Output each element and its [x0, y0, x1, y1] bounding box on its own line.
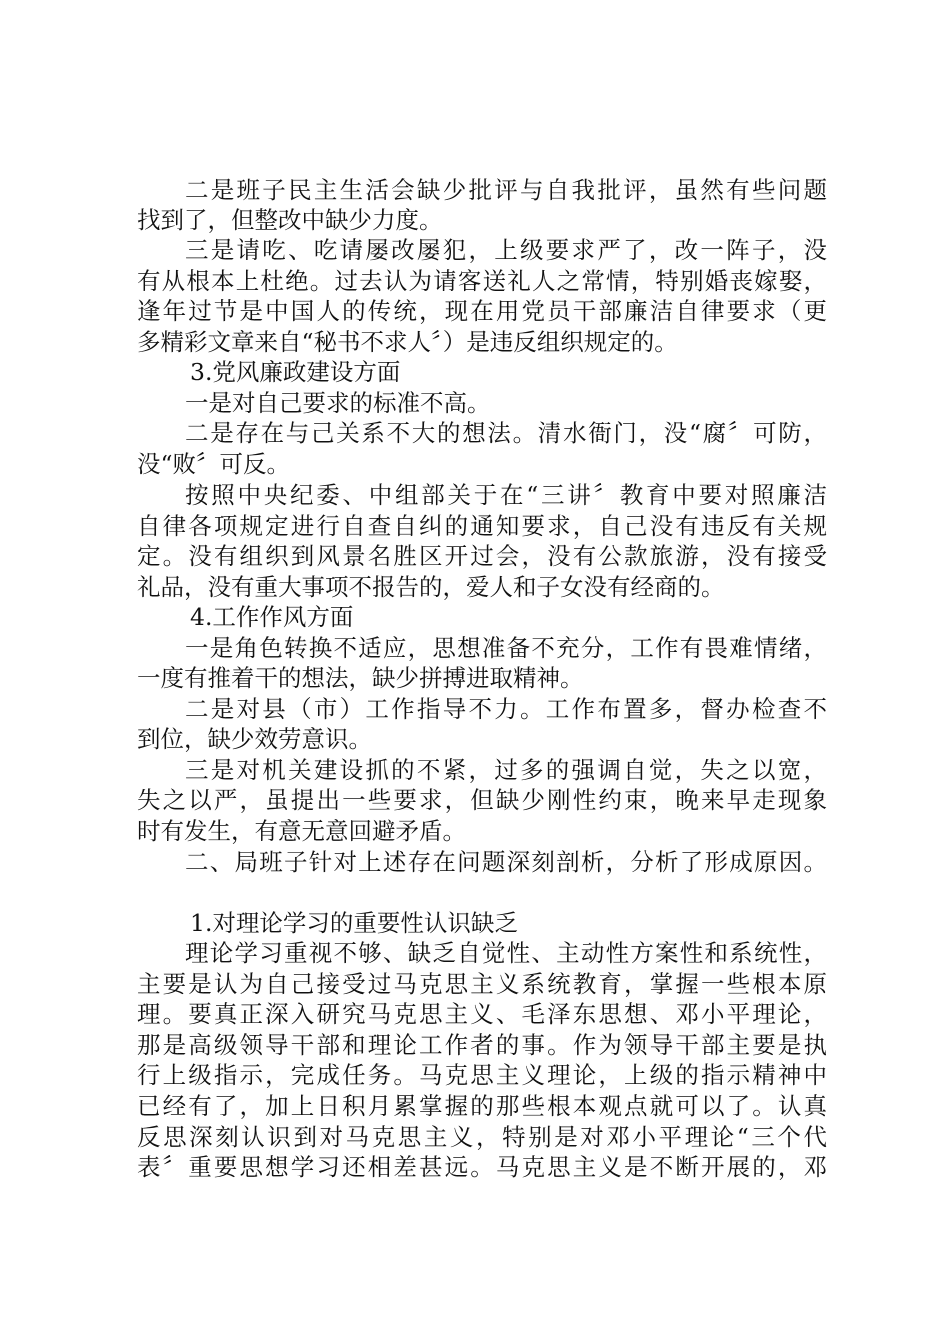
section-heading: 1.对理论学习的重要性认识缺乏 — [190, 909, 518, 937]
paragraph-line: 没“败〞可反。 — [137, 450, 291, 478]
paragraph-line: 已经有了，加上日积月累掌握的那些根本观点就可以了。认真 — [137, 1092, 827, 1120]
paragraph-line: 主要是认为自己接受过马克思主义系统教育，掌握一些根本原 — [137, 970, 827, 998]
paragraph-line: 失之以严，虽提出一些要求，但缺少刚性约束，晚来早走现象 — [137, 786, 827, 814]
paragraph-line: 逢年过节是中国人的传统，现在用党员干部廉洁自律要求（更 — [137, 297, 827, 325]
paragraph-line: 三是对机关建设抓的不紧，过多的强调自觉，失之以宽， — [185, 756, 827, 784]
paragraph-line: 一是对自己要求的标准不高。 — [185, 389, 491, 417]
paragraph-line: 按照中央纪委、中组部关于在“三讲〞教育中要对照廉洁 — [185, 481, 827, 509]
paragraph-line: 行上级指示，完成任务。马克思主义理论，上级的指示精神中 — [137, 1061, 827, 1089]
paragraph-line: 二是存在与己关系不大的想法。清水衙门，没“腐〞可防， — [185, 419, 827, 447]
paragraph-line: 定。没有组织到风景名胜区开过会，没有公款旅游，没有接受 — [137, 542, 827, 570]
paragraph-line: 理。要真正深入研究马克思主义、毛泽东思想、邓小平理论， — [137, 1000, 827, 1028]
paragraph-line: 到位，缺少效劳意识。 — [137, 725, 372, 753]
paragraph-line: 表〞重要思想学习还相差甚远。马克思主义是不断开展的，邓 — [137, 1153, 827, 1181]
paragraph-line: 二、局班子针对上述存在问题深刻剖析，分析了形成原因。 — [185, 848, 827, 876]
paragraph-line: 一是角色转换不适应，思想准备不充分，工作有畏难情绪， — [185, 634, 827, 662]
paragraph-line: 多精彩文章来自“秘书不求人〞）是违反组织规定的。 — [137, 328, 678, 356]
paragraph-line: 那是高级领导干部和理论工作者的事。作为领导干部主要是执 — [137, 1031, 827, 1059]
paragraph-line: 二是对县（市）工作指导不力。工作布置多，督办检查不 — [185, 695, 827, 723]
section-heading: 4.工作作风方面 — [190, 603, 354, 631]
paragraph-line: 三是请吃、吃请屡改屡犯，上级要求严了，改一阵子，没 — [185, 236, 827, 264]
paragraph-line: 时有发生，有意无意回避矛盾。 — [137, 817, 466, 845]
paragraph-line: 找到了，但整改中缺少力度。 — [137, 206, 443, 234]
section-heading: 3.党风廉政建设方面 — [190, 358, 401, 386]
paragraph-line: 反思深刻认识到对马克思主义，特别是对邓小平理论“三个代 — [137, 1123, 827, 1151]
paragraph-line: 二是班子民主生活会缺少批评与自我批评，虽然有些问题 — [185, 176, 827, 204]
paragraph-line: 有从根本上杜绝。过去认为请客送礼人之常情，特别婚丧嫁娶， — [137, 267, 827, 295]
paragraph-line: 礼品，没有重大事项不报告的，爱人和子女没有经商的。 — [137, 573, 725, 601]
paragraph-line: 理论学习重视不够、缺乏自觉性、主动性方案性和系统性， — [185, 939, 827, 967]
paragraph-line: 一度有推着干的想法，缺少拼搏进取精神。 — [137, 664, 584, 692]
paragraph-line: 自律各项规定进行自查自纠的通知要求，自己没有违反有关规 — [137, 512, 827, 540]
